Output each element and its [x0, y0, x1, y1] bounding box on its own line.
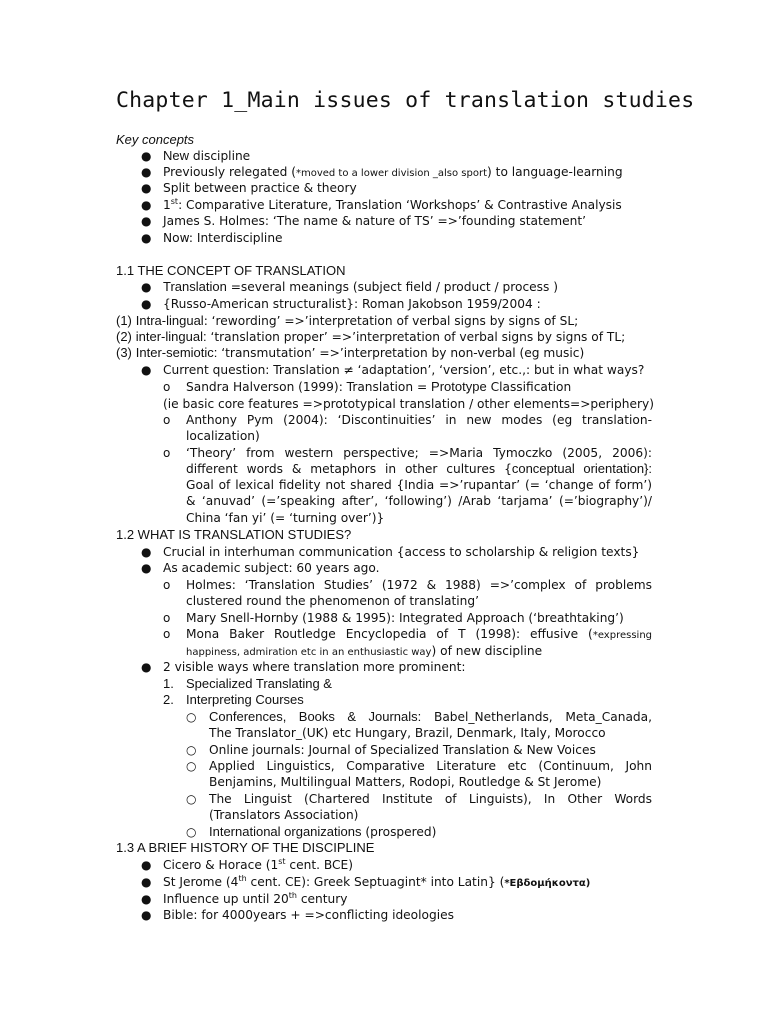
sub-sub-list-item: Applied Linguistics, Comparative Literature etc (Continuum, John — [209, 759, 652, 773]
circle-bullet-icon: ○ — [186, 743, 197, 757]
bullet-icon: ● — [141, 660, 152, 674]
bullet-icon: ● — [141, 363, 152, 377]
sub-list-item-cont: China ‘fan yi’ (= ‘turning over’)} — [186, 511, 385, 525]
bullet-icon: ● — [141, 875, 152, 889]
bullet-icon: ● — [141, 149, 152, 163]
numbered-item-label: Interpreting Courses — [186, 692, 304, 707]
bullet-icon: ● — [141, 858, 152, 872]
bullet-icon: ● — [141, 297, 152, 311]
bullet-icon: ● — [141, 280, 152, 294]
section-heading-1-2: 1.2 WHAT IS TRANSLATION STUDIES? — [116, 527, 352, 542]
circle-bullet-icon: ○ — [186, 792, 197, 806]
bullet-icon: ● — [141, 231, 152, 245]
numbered-item: 1. — [163, 676, 174, 691]
sub-list-item: Mary Snell-Hornby (1988 & 1995): Integrated Approach (‘breathtaking’) — [186, 611, 624, 625]
list-item: Influence up until 20th century — [163, 890, 348, 906]
list-item: Crucial in interhuman communication {access to scholarship & religion texts} — [163, 545, 640, 559]
list-item: {Russo-American structuralist}: Roman Jakobson 1959/2004 : — [163, 297, 541, 311]
list-item: St Jerome (4th cent. CE): Greek Septuagint* into Latin} (*Εβδομήκοντα) — [163, 873, 591, 889]
list-item: Now: Interdiscipline — [163, 231, 283, 245]
sub-sub-list-item-cont: Benjamins, Multilingual Matters, Rodopi, Routledge & St Jerome) — [209, 775, 602, 789]
sub-list-item-cont: clustered round the phenomenon of translating’ — [186, 594, 480, 608]
circle-bullet-icon: ○ — [186, 759, 197, 773]
list-item: 1st: Comparative Literature, Translation ‘Workshops’ & Contrastive Analysis — [163, 196, 622, 212]
sub-sub-list-item: International organizations (prospered) — [209, 824, 437, 839]
sub-list-item: Sandra Halverson (1999): Translation = Prototype Classification — [186, 379, 572, 394]
bullet-icon: ● — [141, 214, 152, 228]
sub-list-item-cont: Goal of lexical fidelity not shared {India =>’rupantar’ (= ‘change of form’) — [186, 478, 652, 492]
circle-bullet-icon: o — [163, 627, 171, 641]
list-item: Cicero & Horace (1st cent. BCE) — [163, 856, 353, 872]
list-item: Split between practice & theory — [163, 181, 357, 195]
circle-bullet-icon: o — [163, 380, 171, 394]
circle-bullet-icon: o — [163, 413, 171, 427]
section-heading-1-1: 1.1 THE CONCEPT OF TRANSLATION — [116, 263, 346, 278]
sub-list-item-cont: localization) — [186, 429, 260, 443]
sub-list-note: (ie basic core features =>prototypical translation / other elements=>periphery) — [163, 397, 654, 411]
bullet-icon: ● — [141, 181, 152, 195]
circle-bullet-icon: o — [163, 578, 171, 592]
bullet-icon: ● — [141, 561, 152, 575]
list-item: Current question: Translation ≠ ‘adaptation’, ‘version’, etc.,: but in what ways? — [163, 363, 645, 377]
numbered-item: (2) inter-lingual: ‘translation proper’ =>’interpretation of verbal signs by signs of TL; — [116, 329, 626, 344]
sub-sub-list-item: Online journals: Journal of Specialized Translation & New Voices — [209, 743, 596, 757]
list-item: Translation =several meanings (subject field / product / process ) — [163, 279, 558, 294]
bullet-icon: ● — [141, 908, 152, 922]
list-item: James S. Holmes: ‘The name & nature of TS’ =>’founding statement’ — [163, 214, 587, 228]
sub-sub-list-item-cont: The Translator_(UK) etc Hungary, Brazil, Denmark, Italy, Morocco — [209, 726, 606, 740]
circle-bullet-icon: ○ — [186, 710, 197, 724]
sub-list-item-cont: different words & metaphors in other cultures {conceptual orientation}: — [186, 461, 652, 476]
bullet-icon: ● — [141, 165, 152, 179]
circle-bullet-icon: ○ — [186, 825, 197, 839]
circle-bullet-icon: o — [163, 446, 171, 460]
sub-list-item: Holmes: ‘Translation Studies’ (1972 & 1988) =>’complex of problems — [186, 578, 652, 592]
numbered-item: (1) Intra-lingual: ‘rewording’ =>’interpretation of verbal signs by signs of SL; — [116, 313, 579, 328]
circle-bullet-icon: o — [163, 611, 171, 625]
sub-list-item-cont: & ‘anuvad’ (=’speaking after’, ‘following’) /Arab ‘tarjama’ (=’biography’)/ — [186, 494, 652, 508]
numbered-item-label: Specialized Translating & — [186, 676, 332, 691]
sub-sub-list-item: Conferences, Books & Journals: Babel_Netherlands, Meta_Canada, — [209, 709, 652, 724]
numbered-item: 2. — [163, 692, 174, 707]
sub-list-item: Anthony Pym (2004): ‘Discontinuities’ in new modes (eg translation- — [186, 413, 652, 427]
list-item: As academic subject: 60 years ago. — [163, 561, 380, 575]
bullet-icon: ● — [141, 892, 152, 906]
list-item: Bible: for 4000years + =>conflicting ideologies — [163, 908, 454, 922]
bullet-icon: ● — [141, 545, 152, 559]
page-title: Chapter 1_Main issues of translation studies — [116, 88, 695, 113]
list-item: Previously relegated (*moved to a lower division _also sport) to language-learning — [163, 165, 623, 179]
sub-list-item: Mona Baker Routledge Encyclopedia of T (1998): effusive (*expressing — [186, 627, 652, 641]
key-concepts-heading: Key concepts — [116, 132, 195, 147]
sub-list-item: ‘Theory’ from western perspective; =>Maria Tymoczko (2005, 2006): — [186, 446, 652, 460]
list-item: 2 visible ways where translation more prominent: — [163, 660, 466, 674]
bullet-icon: ● — [141, 198, 152, 212]
numbered-item: (3) Inter-semiotic: ‘transmutation’ =>’interpretation by non-verbal (eg music) — [116, 345, 585, 360]
sub-sub-list-item-cont: (Translators Association) — [209, 808, 359, 822]
sub-sub-list-item: The Linguist (Chartered Institute of Linguists), In Other Words — [209, 792, 652, 806]
sub-list-item-cont: happiness, admiration etc in an enthusiastic way) of new discipline — [186, 644, 543, 658]
list-item: New discipline — [163, 148, 251, 163]
section-heading-1-3: 1.3 A BRIEF HISTORY OF THE DISCIPLINE — [116, 840, 375, 855]
